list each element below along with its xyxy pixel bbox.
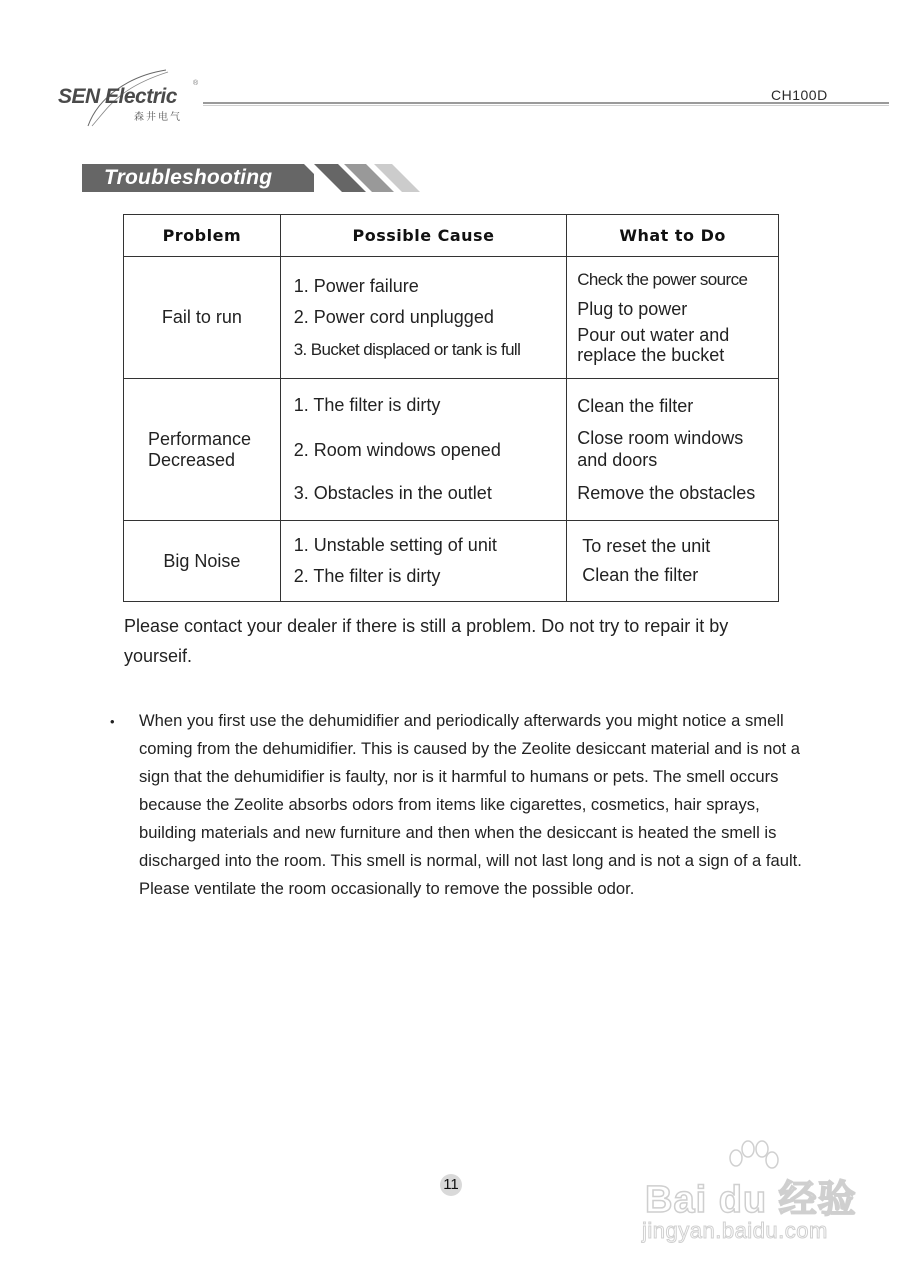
action-item: To reset the unit — [582, 536, 711, 556]
header-possible-cause: Possible Cause — [280, 215, 567, 257]
header-what-to-do: What to Do — [567, 215, 779, 257]
logo-chinese-text: 森井电气 — [134, 112, 182, 123]
cause-cell — [280, 257, 567, 379]
logo-text: SEN Electric — [58, 85, 177, 108]
cause-cell — [280, 379, 567, 521]
page-number: 11 — [440, 1174, 462, 1196]
cause-cell — [280, 521, 567, 602]
problem-cell — [124, 379, 281, 521]
table-row — [124, 521, 779, 602]
action-cell — [567, 379, 779, 521]
action-cell — [567, 521, 779, 602]
cause-item: 1. The filter is dirty — [293, 395, 441, 415]
cause-item: 1. Unstable setting of unit — [293, 535, 497, 555]
action-item: Clean the filter — [582, 565, 699, 585]
table-row — [124, 379, 779, 521]
problem-cell: Fail to run — [124, 257, 281, 379]
model-number: CH100D — [771, 87, 828, 103]
action-item: Remove the obstacles — [577, 482, 756, 503]
problem-line: Decreased — [148, 449, 236, 470]
cause-item: 2. The filter is dirty — [293, 566, 441, 586]
action-item: Pour out water and — [577, 325, 730, 345]
action-item: replace the bucket — [577, 345, 725, 365]
action-cell — [567, 257, 779, 379]
bullet-text: When you first use the dehumidifier and periodically afterwards you might notice a smell coming from the dehumidifier. This is caused by the Zeolite desiccant material and is not a sign that the dehumidifier is faulty, nor is it harmful to humans or pets. The smell occurs because the Zeolite absorbs odors from items like cigarettes, cosmetics, hair sprays, building materials and new furniture and then when the desiccant is heated the smell is discharged into the room. This smell is normal, will not last long and is not a sign of a fault. Please ventilate the room occasionally to remove the possible odor. — [139, 711, 802, 898]
dealer-note: Please contact your dealer if there is still a problem. Do not try to repair it by yourseif. — [124, 616, 729, 666]
troubleshooting-table — [123, 214, 779, 602]
header-rule-shadow — [203, 105, 889, 106]
table-row — [124, 257, 779, 379]
banner-stripes-icon — [304, 164, 424, 192]
bullet-icon: • — [110, 714, 115, 729]
baidu-watermark — [640, 1140, 890, 1260]
section-banner — [82, 164, 422, 192]
cause-item: 2. Power cord unplugged — [293, 306, 494, 327]
cause-item: 3. Obstacles in the outlet — [293, 483, 492, 503]
problem-line: Performance — [148, 428, 252, 449]
section-title: Troubleshooting — [104, 166, 273, 189]
action-item: Close room windows — [577, 427, 744, 448]
header-problem: Problem — [124, 215, 281, 257]
cause-item: 2. Room windows opened — [293, 440, 501, 460]
cause-item: 1. Power failure — [293, 275, 419, 296]
problem-cell: Big Noise — [124, 521, 281, 602]
cause-item: 3. Bucket displaced or tank is full — [293, 339, 521, 359]
action-item: Check the power source — [577, 270, 748, 289]
table-header-row — [124, 215, 779, 257]
brand-logo — [58, 68, 208, 128]
registered-mark: ® — [193, 80, 199, 87]
watermark-brand: Bai du 经验 — [645, 1179, 857, 1221]
action-item: Plug to power — [577, 299, 688, 319]
action-item: Clean the filter — [577, 395, 694, 416]
watermark-url: jingyan.baidu.com — [642, 1218, 828, 1243]
action-item: and doors — [577, 449, 658, 470]
